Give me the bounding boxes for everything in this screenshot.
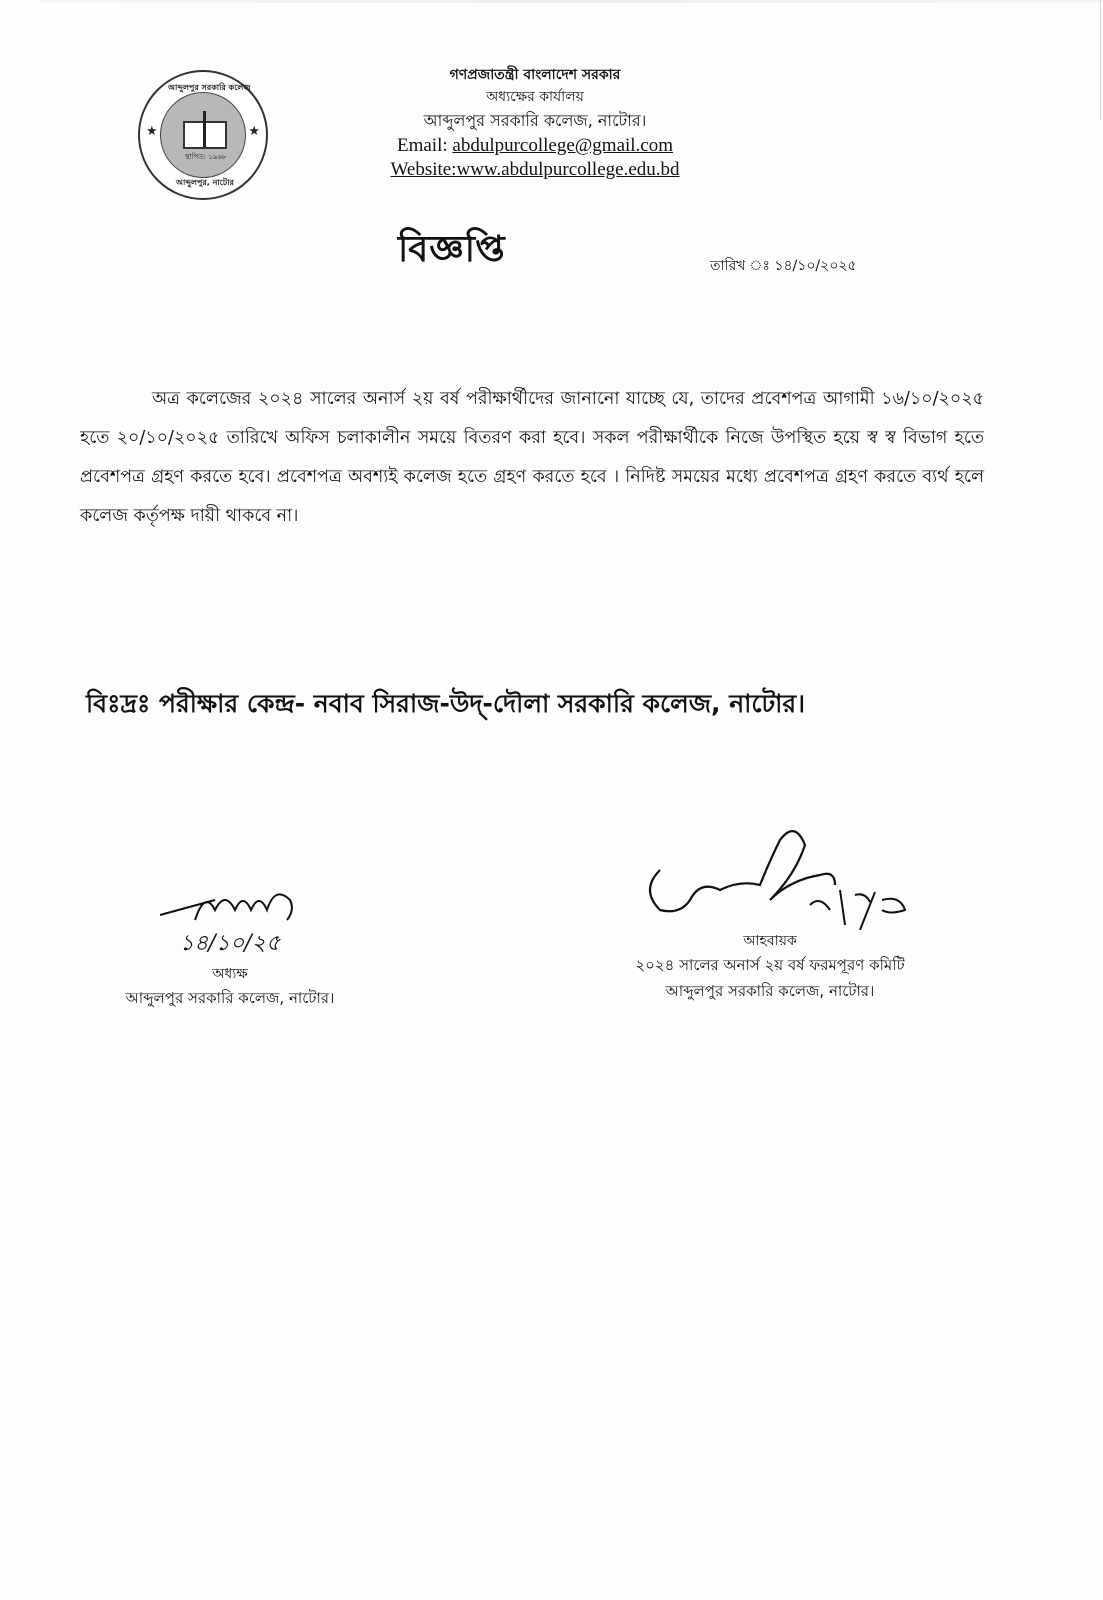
email-line <box>360 134 710 158</box>
signatory-organization: আব্দুলপুর সরকারি কলেজ, নাটোর। <box>665 982 875 1000</box>
office-name: অধ্যক্ষের কার্যালয় <box>486 89 584 105</box>
website-line <box>360 158 710 182</box>
letterhead <box>360 64 710 182</box>
seal-emblem <box>160 92 246 178</box>
website-link[interactable]: Website:www.abdulpurcollege.edu.bd <box>390 159 680 180</box>
seal-bottom-text: আব্দুলপুর, নাটোর <box>176 178 234 187</box>
signatory-role: আহবায়ক <box>743 933 797 949</box>
college-seal-logo <box>138 70 268 200</box>
book-icon <box>183 121 227 149</box>
notice-body: অত্র কলেজের ২০২৪ সালের অনার্স ২য় বর্ষ পরীক্ষার্থীদের জানানো যাচ্ছে যে, তাদের প্রবেশপত্র আগামী ১৬/১০/২০২৫ হতে ২০/১০/২০২৫ তারিখে অফিস চলাকালীন সময়ে বিতরণ করা হবে। সকল পরীক্ষার্থীকে নিজে উপস্থিত হয়ে স্ব স্ব বিভাগ হতে প্রবেশপত্র গ্রহণ করতে হবে। প্রবেশপত্র অবশ্যই কলেজ হতে গ্রহণ করতে হবে । নিদিষ্ট সময়ের মধ্যে প্রবেশপত্র গ্রহণ করতে ব্যর্থ হলে কলেজ কর্তৃপক্ষ দায়ী থাকবে না। <box>80 389 984 526</box>
signatory-organization: আব্দুলপুর সরকারি কলেজ, নাটোর। <box>125 989 335 1007</box>
star-icon: ★ <box>248 124 260 139</box>
signature-scribble <box>620 820 920 930</box>
scan-edge <box>1100 0 1101 120</box>
seal-year: স্থাপিত: ১৯৬৮ <box>185 153 227 161</box>
email-label: Email: <box>396 135 453 156</box>
principal-signature-block <box>100 880 360 1011</box>
college-name: আব্দুলপুর সরকারি কলেজ, নাটোর। <box>423 111 647 130</box>
scan-edge <box>40 0 1103 3</box>
notice-date: তারিখ ঃ ১৪/১০/২০২৫ <box>710 258 857 274</box>
signature-scribble <box>155 880 305 930</box>
government-name: গণপ্রজাতন্ত্রী বাংলাদেশ সরকার <box>449 67 621 83</box>
star-icon: ★ <box>146 124 158 139</box>
exam-center-note: বিঃদ্রঃ পরীক্ষার কেন্দ্র- নবাব সিরাজ-উদ্-দৌলা সরকারি কলেজ, নাটোর। <box>86 689 806 718</box>
committee-name: ২০২৪ সালের অনার্স ২য় বর্ষ ফরমপূরণ কমিটি <box>635 956 905 974</box>
email-link[interactable]: abdulpurcollege@gmail.com <box>452 135 674 156</box>
signatory-role: অধ্যক্ষ <box>212 966 248 982</box>
signature-handwritten-date: ১৪/১০/২৫ <box>179 931 281 956</box>
convener-signature-block <box>590 820 950 1004</box>
seal-ring-text: আব্দুলপুর সরকারি কলেজ <box>168 83 251 92</box>
notice-title: বিজ্ঞপ্তি <box>398 229 506 270</box>
